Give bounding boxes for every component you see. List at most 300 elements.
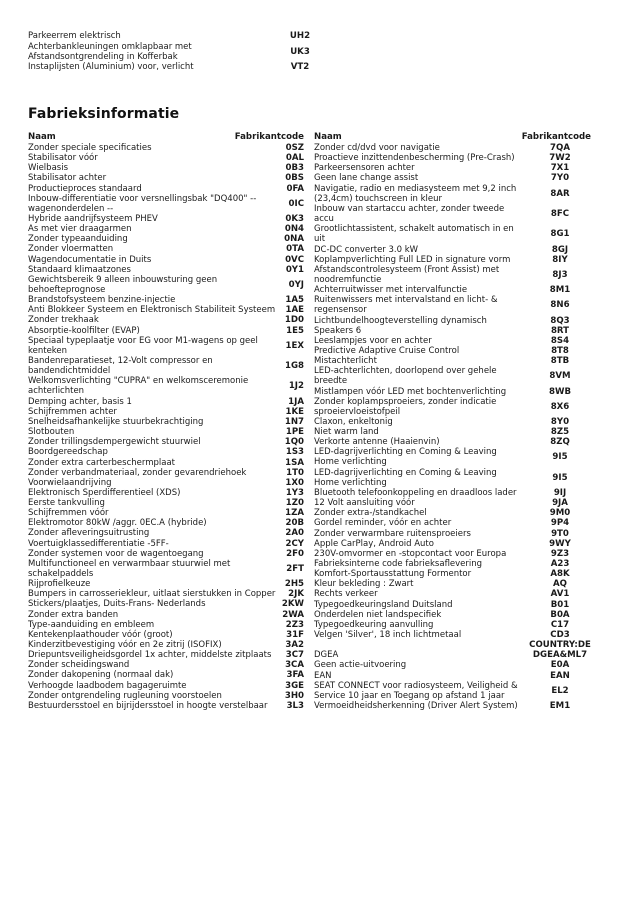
table-row	[28, 356, 304, 376]
option-name: Zonder cd/dvd voor navigatie	[314, 143, 440, 154]
option-code: 8IY	[552, 254, 568, 265]
table-row	[28, 163, 304, 173]
option-name: Navigatie, radio en mediasysteem met 9,2 inch (23,4cm) touchscreen in kleur	[314, 183, 517, 204]
option-name: Bandenreparatieset, 12-Volt compressor en bandendichtmiddel	[28, 356, 213, 377]
option-name: Zonder koplampsproeiers, zonder indicatie sproeiervloeistofpeil	[314, 396, 497, 417]
option-code: 3C7	[285, 650, 304, 661]
option-name: Zonder vloermatten	[28, 244, 114, 255]
option-name: Zonder extra banden	[28, 609, 119, 620]
option-name: Onderdelen niet landspecifiek	[314, 609, 442, 620]
option-name: Typegoedkeuring aanvulling	[314, 619, 434, 630]
option-code: 1E5	[286, 325, 304, 336]
option-name: Gewichtsbereik 9 alleen inbouwsturing geen behoefteprognose	[28, 274, 218, 295]
option-code: B0A	[550, 609, 570, 620]
option-name: Boordgereedschap	[28, 447, 108, 458]
top-options-table	[28, 31, 318, 73]
option-name: Niet warm land	[314, 427, 379, 438]
table-row	[314, 427, 591, 437]
left-column-rows	[28, 143, 304, 711]
option-name: LED-achterlichten, doorlopend over gehele breedte	[314, 366, 497, 387]
option-code: AV1	[550, 589, 570, 600]
table-row	[28, 437, 304, 447]
table-row	[314, 681, 591, 701]
table-row	[314, 163, 591, 173]
option-code: 2KW	[281, 599, 304, 610]
table-row	[314, 295, 591, 315]
option-code: 1N7	[284, 416, 304, 427]
table-row	[314, 589, 591, 599]
table-row	[314, 620, 591, 630]
option-code: 9M0	[549, 508, 571, 519]
table-row	[314, 346, 591, 356]
table-row	[28, 559, 304, 579]
table-row	[28, 701, 304, 711]
option-name: Achterruitwisser met intervalfunctie	[314, 285, 468, 296]
option-code: A23	[550, 558, 570, 569]
table-row	[314, 468, 591, 488]
option-code: EM1	[549, 700, 571, 711]
option-code: 9T0	[551, 528, 569, 539]
option-name: Grootlichtassistent, schakelt automatisch in en uit	[314, 224, 514, 245]
table-row	[314, 579, 591, 589]
table-row	[314, 326, 591, 336]
table-row	[28, 275, 304, 295]
option-code: 9P4	[550, 518, 570, 529]
table-row	[28, 518, 304, 528]
option-name: Geen lane change assist	[314, 173, 419, 184]
left-column-header	[28, 132, 304, 143]
option-code: 8M1	[549, 285, 571, 296]
table-row	[28, 610, 304, 620]
table-row	[314, 336, 591, 346]
option-code: 8AR	[550, 188, 570, 199]
table-row	[28, 660, 304, 670]
table-row	[28, 599, 304, 609]
table-row	[28, 579, 304, 589]
option-code: 0K3	[285, 214, 304, 225]
option-code: 1EX	[285, 340, 304, 351]
table-row	[314, 488, 591, 498]
option-name: Apple CarPlay, Android Auto	[314, 538, 434, 549]
option-code: 0YJ	[288, 279, 304, 290]
option-name: Proactieve inzittendenbescherming (Pre-Crash)	[314, 153, 515, 164]
right-column-header	[314, 132, 591, 143]
option-code: 9Z3	[550, 548, 570, 559]
option-name: Stickers/plaatjes, Duits-Frans- Nederlands	[28, 599, 206, 610]
option-name: Standaard klimaatzones	[28, 264, 131, 275]
table-row	[314, 244, 591, 254]
table-row	[28, 670, 304, 680]
option-name: Absorptie-koolfilter (EVAP)	[28, 325, 140, 336]
option-code: 2F0	[286, 548, 304, 559]
option-name: Rijprofielkeuze	[28, 579, 91, 590]
option-name: Zonder trekhaak	[28, 315, 99, 326]
option-name: Zonder trillingsdempergewicht stuurwiel	[28, 437, 201, 448]
table-row	[28, 528, 304, 538]
option-name: Speakers 6	[314, 325, 362, 336]
table-row	[28, 326, 304, 336]
option-code: 8WB	[548, 386, 571, 397]
option-code: 1D0	[284, 315, 304, 326]
option-code: 1S3	[285, 447, 304, 458]
option-name: DC-DC converter 3.0 kW	[314, 244, 419, 255]
option-name: Anti Blokkeer Systeem en Elektronisch Stabiliteit Systeem	[28, 305, 276, 316]
table-row	[28, 549, 304, 559]
option-code: 1Z0	[285, 498, 304, 509]
option-code: 0VC	[285, 254, 304, 265]
option-code: 3CA	[285, 660, 304, 671]
option-name: SEAT CONNECT voor radiosysteem, Veiligheid & Service 10 jaar en Toegang op afstand 1 jaar	[314, 680, 518, 701]
table-row	[28, 691, 304, 701]
option-code: COUNTRY:DE	[529, 640, 591, 651]
table-row	[314, 630, 591, 640]
table-row	[314, 224, 591, 244]
table-row	[28, 42, 318, 62]
option-code: CD3	[550, 629, 570, 640]
table-row	[28, 224, 304, 234]
table-row	[28, 244, 304, 254]
option-code: 9I5	[552, 472, 568, 483]
option-name: Zonder ontgrendeling rugleuning voorstoelen	[28, 690, 222, 701]
option-name: Claxon, enkeltonig	[314, 416, 393, 427]
option-code: 31F	[286, 629, 304, 640]
table-row	[28, 417, 304, 427]
option-code: 3L3	[286, 700, 304, 711]
table-row	[314, 143, 591, 153]
table-row	[314, 508, 591, 518]
table-row	[314, 204, 591, 224]
option-name: Geen actie-uitvoering	[314, 660, 407, 671]
option-code: C17	[550, 619, 570, 630]
option-name: Welkomsverlichting "CUPRA" en welkomsceremonie achterlichten	[28, 376, 249, 397]
table-row	[28, 143, 304, 153]
option-name: Parkeerrem elektrisch	[28, 31, 121, 42]
option-name: Koplampverlichting Full LED in signature vorm	[314, 254, 511, 265]
table-row	[28, 468, 304, 478]
option-code: 2A0	[285, 528, 304, 539]
option-name: EAN	[314, 670, 332, 681]
table-row	[314, 265, 591, 285]
option-code: 1AE	[285, 305, 304, 316]
option-code: 8ZQ	[550, 437, 570, 448]
table-row	[314, 539, 591, 549]
option-code: UK3	[290, 46, 310, 57]
option-code: 1Q0	[284, 437, 304, 448]
table-row	[28, 173, 304, 183]
option-name: Driepuntsveiligheidsgordel 1x achter, middelste zitplaats	[28, 650, 272, 661]
table-row	[28, 539, 304, 549]
table-row	[314, 610, 591, 620]
table-row	[28, 498, 304, 508]
option-name: Zonder extra-/standkachel	[314, 508, 427, 519]
option-code: 1J2	[288, 381, 304, 392]
table-row	[28, 620, 304, 630]
option-code: 20B	[285, 518, 304, 529]
option-code: 1X0	[285, 477, 304, 488]
option-name: Kentekenplaathouder vóór (groot)	[28, 629, 173, 640]
option-code: 7X1	[550, 163, 570, 174]
table-row	[28, 488, 304, 498]
option-name: LED-dagrijverlichting en Coming & Leaving Home verlichting	[314, 447, 497, 468]
option-name: Instaplijsten (Aluminium) voor, verlicht	[28, 62, 194, 73]
table-row	[28, 214, 304, 224]
option-code: VT2	[290, 62, 310, 73]
table-row	[28, 62, 318, 73]
option-name: Komfort-Sportausstattung Formentor	[314, 569, 472, 580]
option-code: 9JA	[552, 498, 568, 509]
option-name: Stabilisator achter	[28, 173, 107, 184]
option-code: EAN	[550, 670, 570, 681]
table-row	[314, 315, 591, 325]
option-name: Stabilisator vóór	[28, 153, 98, 164]
option-name: Mistlampen vóór LED met bochtenverlichting	[314, 386, 507, 397]
option-name: Lichtbundelhoogteverstelling dynamisch	[314, 315, 487, 326]
table-row	[28, 31, 318, 42]
option-name: Bumpers in carrosseriekleur, uitlaat sierstukken in Copper	[28, 589, 276, 600]
option-name: Zonder verwarmbare ruitensproeiers	[314, 528, 471, 539]
factory-info-right-column	[314, 132, 591, 711]
option-code: E0A	[550, 660, 570, 671]
option-code: 2H5	[284, 579, 304, 590]
option-code: UH2	[289, 31, 311, 42]
option-code: DGEA&ML7	[532, 650, 588, 661]
table-row	[28, 457, 304, 467]
option-name: Velgen 'Silver', 18 inch lichtmetaal	[314, 629, 462, 640]
option-name: Mistachterlicht	[314, 356, 377, 367]
option-code: 9IJ	[553, 487, 567, 498]
option-code: 3H0	[284, 690, 304, 701]
option-code: 0NA	[284, 234, 304, 245]
option-name: Snelheidsafhankelijke stuurbekrachtiging	[28, 416, 204, 427]
table-row	[28, 234, 304, 244]
option-name: Elektronisch Sperdifferentieel (XDS)	[28, 487, 181, 498]
table-row	[28, 376, 304, 396]
table-row	[28, 255, 304, 265]
option-code: 1PE	[285, 427, 304, 438]
option-code: 3FA	[286, 670, 304, 681]
option-name: Verkorte antenne (Haaienvin)	[314, 437, 440, 448]
table-row	[314, 285, 591, 295]
code-header: Fabrikantcode	[521, 132, 591, 142]
table-row	[28, 508, 304, 518]
option-code: 7QA	[550, 143, 570, 154]
option-code: 1A5	[285, 295, 304, 306]
option-name: Zonder afleveringsuitrusting	[28, 528, 150, 539]
table-row	[314, 173, 591, 183]
option-code: 9I5	[552, 452, 568, 463]
option-code: 8J3	[552, 269, 568, 280]
table-row	[314, 153, 591, 163]
factory-info-left-column	[28, 132, 304, 711]
table-row	[314, 447, 591, 467]
table-row	[314, 660, 591, 670]
option-name: Hybride aandrijfsysteem PHEV	[28, 214, 158, 225]
table-row	[314, 549, 591, 559]
option-code: 1SA	[285, 457, 304, 468]
option-name: Inbouw van startaccu achter, zonder tweede accu	[314, 204, 505, 224]
option-name: Bestuurdersstoel en bijrijdersstoel in hoogte verstelbaar	[28, 700, 268, 711]
option-name: Zonder dakopening (normaal dak)	[28, 670, 174, 681]
table-row	[28, 295, 304, 305]
option-name: 230V-omvormer en -stopcontact voor Europa	[314, 548, 507, 559]
option-name: Elektromotor 80kW /aggr. 0EC.A (hybride)	[28, 518, 207, 529]
option-name: Zonder scheidingswand	[28, 660, 130, 671]
option-code: 8N6	[550, 300, 570, 311]
table-row	[28, 447, 304, 457]
table-row	[314, 701, 591, 711]
table-row	[314, 569, 591, 579]
option-code: 2Z3	[285, 619, 304, 630]
option-code: EL2	[551, 685, 569, 696]
option-code: 9WY	[549, 538, 571, 549]
table-row	[28, 184, 304, 194]
option-code: 1ZA	[285, 508, 304, 519]
table-row	[314, 397, 591, 417]
option-name: Demping achter, basis 1	[28, 396, 132, 407]
option-code: 8G1	[550, 229, 570, 240]
option-code: 0Y1	[285, 264, 304, 275]
option-code: 0TA	[286, 244, 304, 255]
option-name: Slotbouten	[28, 427, 75, 438]
option-name: Wielbasis	[28, 163, 68, 174]
option-name: Eerste tankvulling	[28, 498, 105, 509]
option-name: Predictive Adaptive Cruise Control	[314, 345, 460, 356]
table-row	[314, 650, 591, 660]
option-code: 1G8	[284, 361, 304, 372]
option-name: 12 Volt aansluiting vóór	[314, 498, 415, 509]
option-name: Inbouw-differentiatie voor versnellingsbak "DQ400" -- wagenonderdelen --	[28, 193, 257, 214]
option-code: 8Y0	[550, 416, 570, 427]
option-code: 8Q3	[550, 315, 570, 326]
table-row	[314, 640, 591, 650]
table-row	[314, 559, 591, 569]
option-name: Gordel reminder, vóór en achter	[314, 518, 452, 529]
table-row	[314, 356, 591, 366]
table-row	[314, 528, 591, 538]
table-row	[28, 305, 304, 315]
option-name: Kleur bekleding : Zwart	[314, 579, 414, 590]
option-code: 8GJ	[551, 244, 569, 255]
table-row	[314, 518, 591, 528]
table-row	[28, 336, 304, 356]
option-code: 0AL	[285, 153, 304, 164]
table-row	[28, 478, 304, 488]
table-row	[28, 397, 304, 407]
option-code: 2FT	[286, 563, 304, 574]
right-column-rows	[314, 143, 591, 711]
option-code: 0B3	[285, 163, 304, 174]
option-code: 2CY	[285, 538, 304, 549]
table-row	[28, 315, 304, 325]
option-name: Schijfremmen achter	[28, 406, 117, 417]
option-name: Multifunctioneel en verwarmbaar stuurwiel met schakelpaddels	[28, 558, 231, 579]
table-row	[28, 407, 304, 417]
table-row	[314, 599, 591, 609]
option-code: 0IC	[288, 198, 304, 209]
option-code: 8S4	[550, 335, 570, 346]
table-row	[28, 650, 304, 660]
option-code: 0BS	[285, 173, 304, 184]
option-name: Bluetooth telefoonkoppeling en draadloos lader	[314, 487, 517, 498]
table-row	[314, 366, 591, 386]
option-name: Type-aanduiding en embleem	[28, 619, 155, 630]
option-name: Verhoogde laadbodem bagageruimte	[28, 680, 187, 691]
option-name: Ruitenwissers met intervalstand en licht- & regensensor	[314, 295, 498, 316]
option-name: Zonder verbandmateriaal, zonder gevarendriehoek	[28, 467, 247, 478]
option-name: Leeslampjes voor en achter	[314, 335, 432, 346]
code-header: Fabrikantcode	[234, 132, 304, 142]
option-name: Parkeersensoren achter	[314, 163, 415, 174]
table-row	[28, 265, 304, 275]
table-row	[28, 194, 304, 214]
option-code: 0FA	[286, 183, 304, 194]
table-row	[28, 427, 304, 437]
option-name: LED-dagrijverlichting en Coming & Leaving Home verlichting	[314, 467, 497, 488]
table-row	[314, 498, 591, 508]
option-name: Typegoedkeuringsland Duitsland	[314, 599, 453, 610]
option-code: 8T8	[551, 345, 569, 356]
table-row	[314, 386, 591, 396]
option-name: Fabrieksinterne code fabrieksaflevering	[314, 558, 483, 569]
option-name: Kinderzitbevestiging vóór en 2e zitrij (ISOFIX)	[28, 640, 222, 651]
option-name: As met vier draagarmen	[28, 224, 132, 235]
option-code: 3GE	[285, 680, 304, 691]
option-code: 7W2	[549, 153, 571, 164]
option-name: Voertuigklassedifferentiatie -5FF-	[28, 538, 169, 549]
option-code: 0N4	[284, 224, 304, 235]
option-name: Zonder typeaanduiding	[28, 234, 128, 245]
option-code: 2WA	[282, 609, 304, 620]
table-row	[28, 630, 304, 640]
table-row	[28, 640, 304, 650]
option-code: B01	[550, 599, 570, 610]
option-code: 8RT	[550, 325, 570, 336]
option-code: A8K	[550, 569, 570, 580]
option-name: Schijfremmen vóór	[28, 508, 109, 519]
option-name: Zonder systemen voor de wagentoegang	[28, 548, 204, 559]
option-code: 8VM	[549, 371, 571, 382]
option-code: 7Y0	[550, 173, 570, 184]
name-header: Naam	[314, 132, 342, 142]
option-name: Afstandscontrolesysteem (Front Assist) met noodremfunctie	[314, 264, 500, 285]
option-code: 1T0	[286, 467, 304, 478]
option-code: 1KE	[285, 406, 304, 417]
option-name: Vermoeidheidsherkenning (Driver Alert System)	[314, 700, 518, 711]
table-row	[314, 670, 591, 680]
section-title: Fabrieksinformatie	[28, 106, 180, 122]
option-name: Voorwielaandrijving	[28, 477, 112, 488]
option-name: Speciaal typeplaatje voor EG voor M1-wagens op geel kenteken	[28, 335, 258, 356]
option-name: Wagendocumentatie in Duits	[28, 254, 152, 265]
option-name: Zonder speciale specificaties	[28, 143, 152, 154]
name-header: Naam	[28, 132, 56, 142]
option-code: 1JA	[288, 396, 304, 407]
option-code: 2JK	[288, 589, 304, 600]
table-row	[28, 681, 304, 691]
option-code: 8TB	[550, 356, 570, 367]
option-code: 8Z5	[550, 427, 570, 438]
option-name: DGEA	[314, 650, 339, 661]
option-name: Achterbankleuningen omklapbaar met Afstandsontgrendeling in Kofferbak	[28, 41, 192, 62]
option-code: 1Y3	[285, 487, 304, 498]
table-row	[314, 184, 591, 204]
option-name: Productieproces standaard	[28, 183, 142, 194]
option-name: Zonder extra carterbeschermplaat	[28, 457, 175, 468]
option-code: 0SZ	[285, 143, 304, 154]
table-row	[28, 153, 304, 163]
option-code: 3A2	[285, 640, 304, 651]
option-name: Rechts verkeer	[314, 589, 378, 600]
